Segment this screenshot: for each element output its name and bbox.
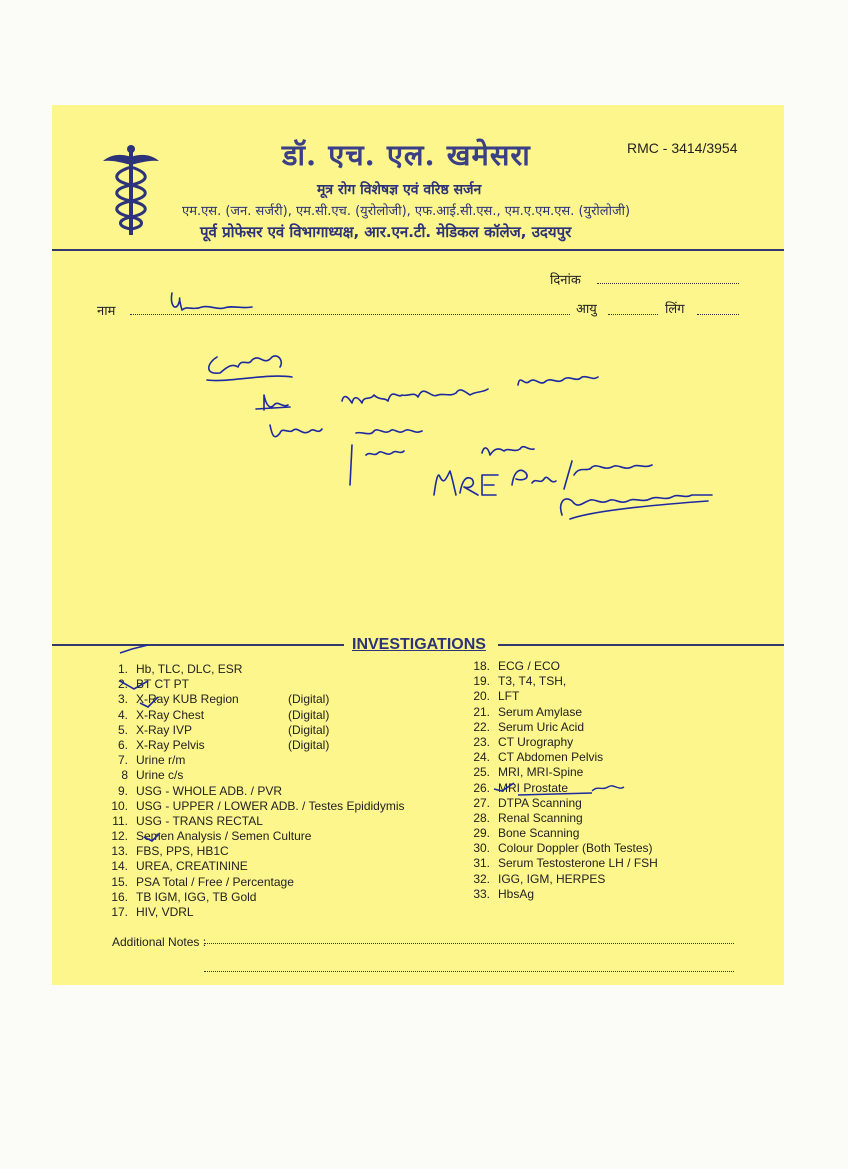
doctor-name: डॉ. एच. एल. खमेसरा [282, 138, 531, 172]
investigation-tag: (Digital) [288, 722, 330, 737]
investigation-label: Urine r/m [136, 753, 186, 768]
investigation-item [102, 814, 405, 829]
investigation-tag: (Digital) [288, 737, 330, 752]
investigation-number: 30. [473, 841, 490, 856]
investigation-label: ECG / ECO [498, 659, 561, 673]
investigation-item [464, 856, 658, 871]
rmc-number: RMC - 3414/3954 [627, 140, 738, 156]
investigation-label: Urine c/s [136, 768, 184, 783]
investigation-item [102, 692, 405, 707]
investigation-label: BT CT PT [136, 677, 189, 692]
name-label: नाम [97, 304, 116, 319]
investigation-number: 10. [111, 798, 128, 813]
investigation-item [464, 796, 658, 811]
investigation-number: 3. [117, 692, 128, 707]
investigation-number: 29. [473, 826, 490, 841]
investigation-number: 5. [117, 722, 128, 737]
investigation-label: LFT [498, 689, 520, 704]
investigation-number: 18. [473, 659, 490, 673]
prescription-pad [52, 105, 784, 985]
investigation-label: UREA, CREATININE [136, 859, 248, 874]
investigation-item [102, 753, 405, 768]
investigation-label: X-Ray KUB Region [136, 692, 239, 707]
investigation-label: Semen Analysis / Semen Culture [136, 829, 312, 844]
investigation-item [464, 674, 658, 689]
investigation-label: Serum Testosterone LH / FSH [498, 856, 658, 871]
investigation-label: X-Ray Pelvis [136, 737, 205, 752]
investigation-number: 27. [473, 795, 490, 810]
investigation-item [102, 844, 405, 859]
investigation-number: 11. [112, 813, 128, 828]
investigation-item [464, 826, 658, 841]
investigation-item [464, 887, 658, 902]
investigation-number: 24. [473, 750, 490, 765]
investigation-number: 26. [473, 780, 490, 795]
investigation-label: Bone Scanning [498, 826, 580, 841]
investigation-item [102, 875, 405, 890]
investigation-number: 16. [111, 889, 128, 904]
investigation-item [102, 708, 405, 723]
inv-divider-left [52, 644, 344, 646]
investigation-item [464, 720, 658, 735]
investigation-label: Serum Amylase [498, 704, 583, 719]
additional-notes-label: Additional Notes : [112, 935, 207, 949]
investigations-right-list [464, 659, 658, 902]
gender-label: लिंग [665, 302, 685, 317]
investigation-number: 33. [473, 886, 490, 901]
investigation-label: IGG, IGM, HERPES [498, 871, 606, 886]
investigation-tag: (Digital) [288, 707, 330, 722]
investigation-label: HbsAg [498, 886, 535, 901]
investigation-tag: (Digital) [288, 692, 330, 707]
investigation-label: Serum Uric Acid [498, 719, 585, 734]
investigation-number: 4. [117, 707, 128, 722]
investigation-label: T3, T4, TSH, [498, 674, 567, 689]
investigation-label: TB IGM, IGG, TB Gold [136, 889, 257, 904]
investigation-item [464, 781, 658, 796]
investigation-number: 28. [473, 810, 490, 825]
position: पूर्व प्रोफेसर एवं विभागाध्यक्ष, आर.एन.टी. मेडिकल कॉलेज, उदयपुर [200, 223, 572, 241]
specialty: मूत्र रोग विशेषज्ञ एवं वरिष्ठ सर्जन [317, 182, 482, 198]
investigation-number: 15. [111, 874, 128, 889]
investigation-item [102, 677, 405, 692]
investigation-item [102, 768, 405, 783]
investigation-label: USG - WHOLE ADB. / PVR [136, 783, 283, 798]
investigation-item [102, 799, 405, 814]
investigation-number: 21. [473, 704, 490, 719]
investigation-label: DTPA Scanning [498, 795, 582, 810]
investigation-item [464, 689, 658, 704]
investigation-label: MRI Prostate [498, 780, 569, 795]
investigation-number: 31. [473, 856, 490, 871]
investigation-item [102, 784, 405, 799]
investigation-number: 1. [117, 662, 128, 676]
investigation-number: 12. [111, 829, 128, 844]
investigation-number: 14. [111, 859, 128, 874]
investigation-item [102, 905, 405, 920]
investigation-item [102, 723, 405, 738]
investigation-number: 22. [473, 719, 490, 734]
additional-notes-line-1[interactable] [204, 935, 734, 944]
investigation-label: HIV, VDRL [136, 905, 194, 919]
investigation-label: Colour Doppler (Both Testes) [498, 841, 653, 856]
investigation-item [102, 662, 405, 677]
investigation-item [464, 735, 658, 750]
investigation-item [464, 872, 658, 887]
investigation-number: 7. [117, 753, 128, 768]
investigation-label: X-Ray Chest [136, 707, 205, 722]
investigation-number: 9. [117, 783, 128, 798]
investigations-left-list [102, 662, 405, 920]
investigation-number: 2. [117, 677, 128, 692]
additional-notes-line-2[interactable] [204, 963, 734, 972]
investigation-number: 19. [473, 674, 490, 689]
investigation-number: 32. [473, 871, 490, 886]
investigation-number: 25. [473, 765, 490, 780]
investigation-label: Renal Scanning [498, 810, 583, 825]
investigation-item [464, 750, 658, 765]
investigation-label: CT Abdomen Pelvis [498, 750, 604, 765]
investigation-item [464, 811, 658, 826]
investigation-item [464, 705, 658, 720]
investigation-item [464, 765, 658, 780]
investigation-item [464, 841, 658, 856]
investigation-label: MRI, MRI-Spine [498, 765, 584, 780]
investigation-item [102, 829, 405, 844]
inv-divider-right [498, 644, 784, 646]
investigation-number: 13. [111, 844, 128, 859]
age-label: आयु [576, 302, 597, 317]
investigation-label: CT Urography [498, 734, 574, 749]
investigation-number: 23. [473, 734, 490, 749]
date-label: दिनांक [550, 273, 581, 288]
investigation-number: 8 [121, 768, 128, 783]
investigation-item [102, 859, 405, 874]
investigation-label: FBS, PPS, HB1C [136, 844, 229, 859]
investigation-label: USG - UPPER / LOWER ADB. / Testes Epididymis [136, 798, 405, 813]
investigation-label: X-Ray IVP [136, 722, 193, 737]
investigation-item [102, 738, 405, 753]
investigation-label: PSA Total / Free / Percentage [136, 874, 294, 889]
degrees: एम.एस. (जन. सर्जरी), एम.सी.एच. (युरोलोजी), एफ.आई.सी.एस., एम.ए.एम.एस. (युरोलोजी) [182, 204, 631, 219]
investigation-label: Hb, TLC, DLC, ESR [136, 662, 243, 676]
investigation-item [102, 890, 405, 905]
investigation-item [464, 659, 658, 674]
investigations-title: INVESTIGATIONS [352, 636, 486, 653]
investigation-number: 6. [117, 737, 128, 752]
investigation-number: 20. [473, 689, 490, 704]
investigation-label: USG - TRANS RECTAL [136, 813, 263, 828]
investigation-number: 17. [111, 905, 128, 919]
